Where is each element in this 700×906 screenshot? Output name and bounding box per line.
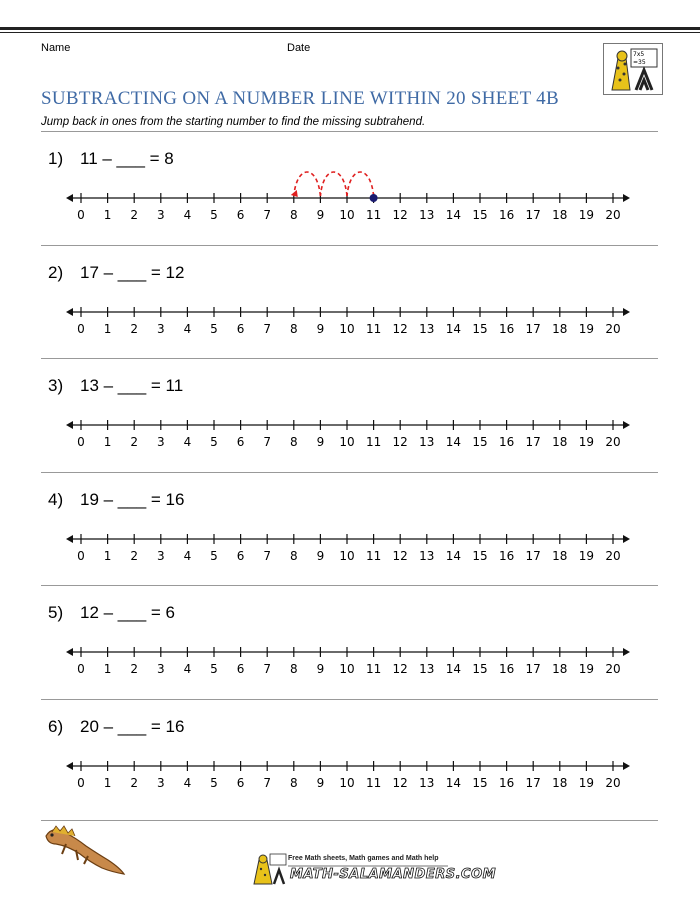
tick-label: 5 xyxy=(210,321,218,336)
tick-label: 20 xyxy=(605,321,621,336)
arrow-right-icon xyxy=(623,535,630,543)
equation: 20 – ___ = 16 xyxy=(80,716,185,736)
footer-tagline: Free Math sheets, Math games and Math help xyxy=(288,855,439,862)
logo-text-bottom: =35 xyxy=(633,59,646,66)
tick-label: 3 xyxy=(156,775,165,790)
tick-label: 2 xyxy=(130,208,139,222)
tick-label: 4 xyxy=(183,208,192,222)
tick-label: 4 xyxy=(183,321,192,336)
jump-arc xyxy=(347,172,374,196)
date-label: Date xyxy=(287,42,311,54)
tick-label: 0 xyxy=(77,775,85,790)
tick-label: 5 xyxy=(210,662,218,676)
tick-label: 15 xyxy=(472,548,488,563)
tick-label: 6 xyxy=(236,435,245,449)
instructions: Jump back in ones from the starting number to find the missing subtrahend. xyxy=(41,116,426,128)
tick-label: 7 xyxy=(263,662,272,676)
tick-label: 7 xyxy=(263,548,272,563)
tick-label: 1 xyxy=(103,321,112,336)
tick-label: 17 xyxy=(525,775,541,790)
tick-label: 7 xyxy=(263,321,272,336)
tick-label: 12 xyxy=(392,662,408,676)
number-line xyxy=(64,162,634,232)
arrow-right-icon xyxy=(623,194,630,202)
tick-label: 3 xyxy=(156,208,165,222)
tick-label: 18 xyxy=(552,208,568,222)
tick-label: 16 xyxy=(498,321,515,336)
arrowhead-icon xyxy=(291,190,298,197)
tick-label: 16 xyxy=(498,662,515,676)
tick-label: 3 xyxy=(156,662,165,676)
tick-label: 13 xyxy=(419,548,435,563)
tick-label: 16 xyxy=(498,548,515,563)
tick-label: 13 xyxy=(419,662,435,676)
tick-label: 15 xyxy=(472,321,488,336)
tick-label: 19 xyxy=(578,775,595,790)
tick-label: 20 xyxy=(605,775,621,790)
tick-label: 16 xyxy=(498,208,515,222)
divider xyxy=(41,699,658,700)
tick-label: 17 xyxy=(525,548,541,563)
tick-label: 5 xyxy=(210,208,218,222)
salamander-illustration xyxy=(42,822,128,880)
question-number: 3) xyxy=(48,376,64,395)
tick-label: 9 xyxy=(316,775,325,790)
tick-label: 12 xyxy=(392,775,408,790)
tick-label: 3 xyxy=(156,321,165,336)
tick-label: 15 xyxy=(472,208,488,222)
jump-arc xyxy=(294,172,321,196)
tick-label: 1 xyxy=(103,208,112,222)
tick-label: 13 xyxy=(419,435,435,449)
tick-label: 7 xyxy=(263,208,272,222)
tick-label: 2 xyxy=(130,321,139,336)
arrow-left-icon xyxy=(66,421,73,429)
tick-label: 4 xyxy=(183,548,192,563)
tick-label: 4 xyxy=(183,775,192,790)
question-number: 6) xyxy=(48,716,64,736)
tick-label: 5 xyxy=(210,548,218,563)
tick-label: 5 xyxy=(210,775,218,790)
number-line xyxy=(64,730,634,800)
arrow-left-icon xyxy=(66,194,73,202)
equation: 19 – ___ = 16 xyxy=(80,489,185,509)
tick-label: 12 xyxy=(392,435,408,449)
question-number: 2) xyxy=(48,262,64,282)
tick-label: 18 xyxy=(552,662,568,676)
tick-label: 4 xyxy=(183,435,192,449)
arrow-left-icon xyxy=(66,535,73,543)
arrow-right-icon xyxy=(623,762,630,770)
tick-label: 9 xyxy=(316,208,325,222)
tick-label: 13 xyxy=(419,208,435,222)
tick-label: 11 xyxy=(365,321,382,336)
equation: 13 – ___ = 11 xyxy=(80,376,184,395)
tick-label: 6 xyxy=(236,208,245,222)
equation: 17 – ___ = 12 xyxy=(80,262,185,282)
tick-label: 6 xyxy=(236,775,245,790)
logo-text-top: 7x5 xyxy=(633,51,645,58)
tick-label: 3 xyxy=(156,548,165,563)
tick-label: 17 xyxy=(525,321,541,336)
tick-label: 8 xyxy=(289,775,298,790)
tick-label: 6 xyxy=(236,548,245,563)
tick-label: 11 xyxy=(365,435,382,449)
tick-label: 13 xyxy=(419,321,435,336)
tick-label: 8 xyxy=(289,435,298,449)
arrow-left-icon xyxy=(66,648,73,656)
tick-label: 10 xyxy=(339,548,355,563)
arrow-left-icon xyxy=(66,308,73,316)
tick-label: 2 xyxy=(130,548,139,563)
tick-label: 10 xyxy=(339,435,355,449)
divider xyxy=(41,245,658,246)
tick-label: 6 xyxy=(236,662,245,676)
tick-label: 20 xyxy=(605,208,621,222)
tick-label: 3 xyxy=(156,435,165,449)
tick-label: 0 xyxy=(77,548,85,563)
tick-label: 15 xyxy=(472,662,488,676)
tick-label: 9 xyxy=(316,662,325,676)
arrow-left-icon xyxy=(66,762,73,770)
tick-label: 10 xyxy=(339,208,355,222)
worksheet-title: SUBTRACTING ON A NUMBER LINE WITHIN 20 SHEET 4B xyxy=(41,88,559,109)
top-border xyxy=(0,0,700,8)
tick-label: 0 xyxy=(77,435,85,449)
number-line xyxy=(64,616,634,686)
tick-label: 18 xyxy=(552,435,568,449)
name-label: Name xyxy=(41,42,71,54)
footer-site-name: MATH-SALAMANDERS.COM xyxy=(290,867,497,882)
tick-label: 9 xyxy=(316,435,325,449)
tick-label: 8 xyxy=(289,321,298,336)
tick-label: 17 xyxy=(525,208,541,222)
equation: 11 – ___ = 8 xyxy=(80,149,174,168)
arrow-right-icon xyxy=(623,421,630,429)
tick-label: 11 xyxy=(365,662,382,676)
tick-label: 14 xyxy=(445,775,462,790)
tick-label: 7 xyxy=(263,435,272,449)
tick-label: 2 xyxy=(130,775,139,790)
tick-label: 1 xyxy=(103,662,112,676)
question-number: 5) xyxy=(48,603,64,622)
tick-label: 10 xyxy=(339,321,355,336)
arrow-right-icon xyxy=(623,308,630,316)
tick-label: 6 xyxy=(236,321,245,336)
number-line xyxy=(64,276,634,346)
tick-label: 12 xyxy=(392,321,408,336)
tick-label: 15 xyxy=(472,435,488,449)
number-line xyxy=(64,503,634,573)
tick-label: 2 xyxy=(130,662,139,676)
tick-label: 18 xyxy=(552,548,568,563)
tick-label: 19 xyxy=(578,321,595,336)
divider xyxy=(41,820,658,821)
tick-label: 14 xyxy=(445,662,462,676)
tick-label: 20 xyxy=(605,548,621,563)
tick-label: 14 xyxy=(445,548,462,563)
tick-label: 7 xyxy=(263,775,272,790)
tick-label: 20 xyxy=(605,435,621,449)
tick-label: 19 xyxy=(578,662,595,676)
tick-label: 10 xyxy=(339,662,355,676)
tick-label: 14 xyxy=(445,208,462,222)
tick-label: 12 xyxy=(392,548,408,563)
tick-label: 0 xyxy=(77,662,85,676)
tick-label: 14 xyxy=(445,435,462,449)
tick-label: 1 xyxy=(103,775,112,790)
tick-label: 12 xyxy=(392,208,408,222)
tick-label: 11 xyxy=(365,208,382,222)
tick-label: 11 xyxy=(365,548,382,563)
divider xyxy=(41,585,658,586)
tick-label: 4 xyxy=(183,662,192,676)
divider xyxy=(41,131,658,132)
tick-label: 0 xyxy=(77,208,85,222)
tick-label: 5 xyxy=(210,435,218,449)
tick-label: 17 xyxy=(525,435,541,449)
tick-label: 19 xyxy=(578,208,595,222)
arrow-right-icon xyxy=(623,648,630,656)
tick-label: 15 xyxy=(472,775,488,790)
divider xyxy=(41,358,658,359)
tick-label: 19 xyxy=(578,548,595,563)
tick-label: 2 xyxy=(130,435,139,449)
number-line xyxy=(64,389,634,459)
tick-label: 17 xyxy=(525,662,541,676)
tick-label: 9 xyxy=(316,321,325,336)
salamander-logo xyxy=(603,43,663,95)
tick-label: 9 xyxy=(316,548,325,563)
equation: 12 – ___ = 6 xyxy=(80,603,176,622)
tick-label: 10 xyxy=(339,775,355,790)
tick-label: 16 xyxy=(498,435,515,449)
tick-label: 14 xyxy=(445,321,462,336)
tick-label: 19 xyxy=(578,435,595,449)
tick-label: 8 xyxy=(289,208,298,222)
tick-label: 11 xyxy=(365,775,382,790)
tick-label: 18 xyxy=(552,321,568,336)
tick-label: 0 xyxy=(77,321,85,336)
tick-label: 8 xyxy=(289,662,298,676)
start-point xyxy=(370,194,378,202)
jump-arc xyxy=(320,172,347,196)
tick-label: 20 xyxy=(605,662,621,676)
question-number: 1) xyxy=(48,149,64,168)
tick-label: 16 xyxy=(498,775,515,790)
tick-label: 1 xyxy=(103,548,112,563)
tick-label: 1 xyxy=(103,435,112,449)
question-number: 4) xyxy=(48,489,64,509)
tick-label: 13 xyxy=(419,775,435,790)
divider xyxy=(41,472,658,473)
tick-label: 18 xyxy=(552,775,568,790)
tick-label: 8 xyxy=(289,548,298,563)
